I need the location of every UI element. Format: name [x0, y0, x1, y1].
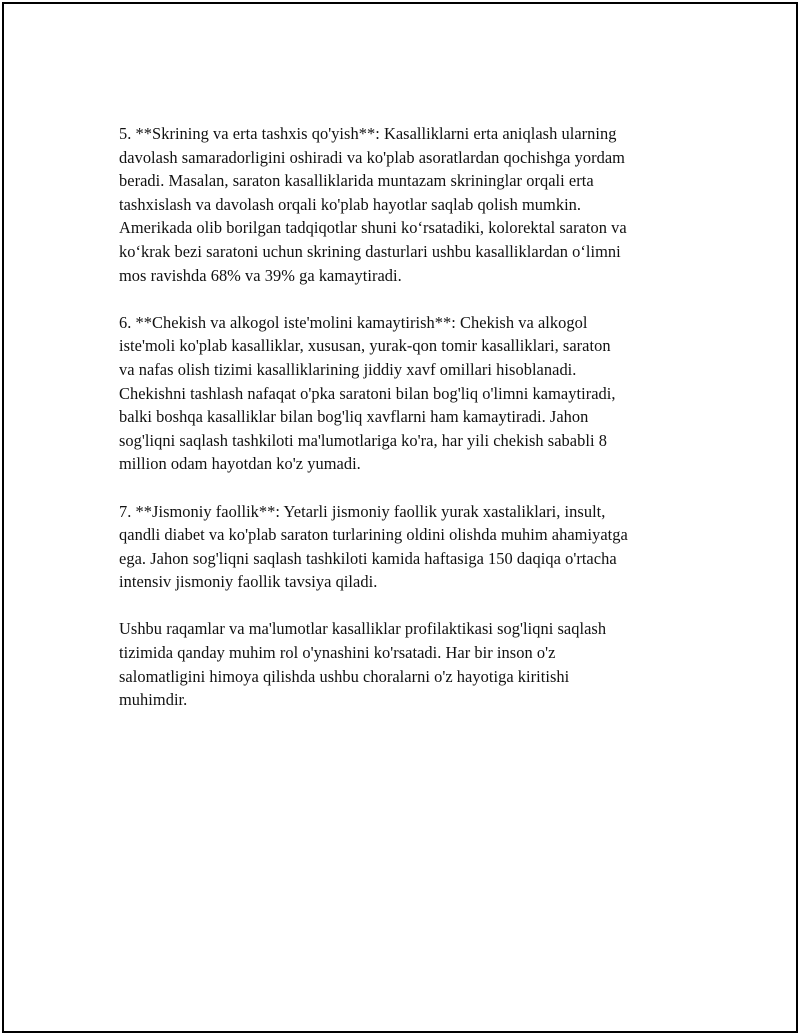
document-body: [119, 122, 699, 735]
paragraph-screening: 5. **Skrining va erta tashxis qo'yish**: Kasalliklarni erta aniqlash ularning davolash samaradorligini oshiradi va ko'plab asoratlardan qochishga yordam beradi. Masalan, saraton kasalliklarida muntazam skrininglаr orqali erta tashxislash va davolash orqali ko'plab hayotlar saqlab qolish mumkin. Amerikada olib borilgan tadqiqotlar shuni ko‘rsatadiki, kolorektal saraton va ko‘krak bezi saratoni uchun skrining dasturlari ushbu kasalliklardan o‘limni mos ravishda 68% va 39% ga kamaytiradi.: [119, 124, 627, 285]
paragraph-smoking-alcohol: 6. **Chekish va alkogol iste'molini kamaytirish**: Chekish va alkogol iste'moli ko'plab kasalliklar, xususan, yurak-qon tomir kasalliklari, saraton va nafas olish tizimi kasalliklarining jiddiy xavf omillari hisoblanadi. Chekishni tashlash nafaqat o'pka saratoni bilan bog'liq o'limni kamaytiradi, balki boshqa kasalliklar bilan bog'liq xavflarni ham kamaytiradi. Jahon sog'liqni saqlash tashkiloti ma'lumotlariga ko'ra, har yili chekish sababli 8 million odam hayotdan ko'z yumadi.: [119, 312, 616, 474]
document-page: [2, 2, 798, 1033]
paragraph-physical-activity: 7. **Jismoniy faollik**: Yetarli jismoniy faollik yurak xastaliklari, insult, qandli diabet va ko'plab saraton turlarining oldini olishda muhim ahamiyatga ega. Jahon sog'liqni saqlash tashkiloti kamida haftasiga 150 daqiqa o'rtacha intensiv jismoniy faollik tavsiya qiladi.: [119, 501, 628, 592]
paragraph-conclusion: Ushbu raqamlar va ma'lumotlar kasalliklar profilaktikasi sog'liqni saqlash tizimida qanday muhim rol o'ynashini ko'rsatadi. Har bir inson o'z salomatligini himoya qilishda ushbu choralarni o'z hayotiga kiritishi muhimdir.: [119, 619, 607, 710]
